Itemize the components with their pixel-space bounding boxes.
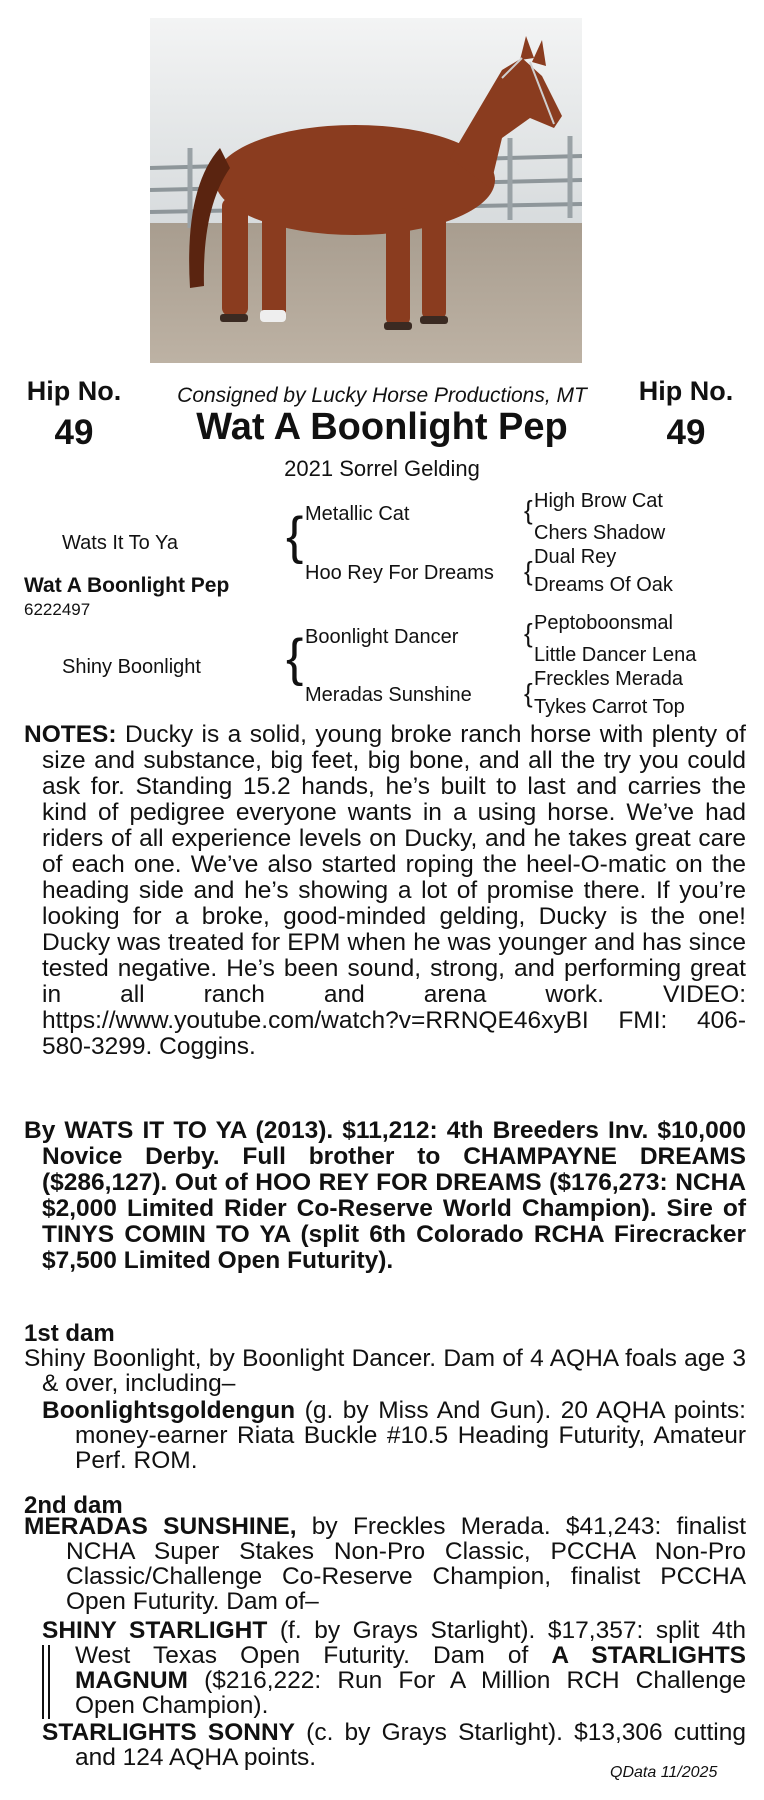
horse-photo	[150, 18, 582, 363]
hip-label-left: Hip No.	[26, 376, 122, 406]
hip-value-right: 49	[666, 413, 706, 452]
sire-info-section	[24, 1118, 746, 1274]
sire-info-paragraph: By WATS IT TO YA (2013). $11,212: 4th Breeders Inv. $10,000 Novice Derby. Full brother to CHAMPAYNE DREAMS ($286,127). Out of HOO REY FOR DREAMS ($176,273: NCHA $2,000 Limited Rider Co-Reserve World Champion). Sire of TINYS COMIN TO YA (split 6th Colorado RCHA Firecracker $7,500 Limited Open Futurity).	[24, 1117, 746, 1274]
first-dam-heading: 1st dam	[24, 1320, 115, 1347]
notes-text: Ducky is a solid, young broke ranch horse with plenty of size and substance, big feet, big bone, and all the try you could ask for. Standing 15.2 hands, he’s built to last and carries the kind of pedigree everyone wants in a using horse. We’ve had riders of all experience levels on Ducky, and he takes great care of each one. We’ve also started roping the heel-O-matic on the heading side and he’s showing a lot of promise there. If you’re looking for a broke, good-minded gelding, Ducky is the one! Ducky was treated for EPM when he was younger and has since tested negative. He’s been sound, strong, and performing great in all ranch and arena work. VIDEO: https://www.youtube.com/watch?v=RRNQE46xyBI FMI: 406-580-3299. Coggins.	[42, 721, 746, 1060]
notes-paragraph	[24, 722, 746, 1060]
pedigree-sire-dam: Hoo Rey For Dreams	[305, 562, 494, 584]
horse-description: 2021 Sorrel Gelding	[284, 456, 480, 481]
pedigree-dsd: Little Dancer Lena	[534, 644, 697, 666]
brace-sire-dam: {	[524, 556, 533, 586]
offspring-name: STARLIGHTS SONNY	[42, 1719, 295, 1746]
pedigree-sdd: Dreams Of Oak	[534, 574, 673, 596]
brace-dam-dam: {	[524, 678, 533, 708]
pedigree-sds: Dual Rey	[534, 546, 617, 568]
second-dam-description: by Freckles Merada. $41,243: finalist NCHA Super Stakes Non-Pro Classic, PCCHA Non-Pro Classic/Challenge Co-Reserve Champion, finalist PCCHA Open Futurity. Dam of–	[66, 1513, 746, 1615]
pedigree-horse-name: Wat A Boonlight Pep	[24, 574, 230, 597]
pedigree-dam-sire: Boonlight Dancer	[305, 626, 459, 648]
offspring-name: SHINY STARLIGHT	[42, 1617, 268, 1644]
pedigree-ssd: Chers Shadow	[534, 522, 666, 544]
notes-label: NOTES:	[24, 721, 117, 748]
notes-section	[24, 722, 746, 1060]
first-dam-offspring-1	[42, 1398, 746, 1473]
pedigree-ddd: Tykes Carrot Top	[534, 696, 685, 718]
second-dam-offspring-2	[42, 1720, 746, 1770]
brace-sire: {	[286, 507, 304, 565]
pedigree-sss: High Brow Cat	[534, 490, 663, 512]
second-dam-offspring-1	[42, 1618, 746, 1718]
horse-photo-illustration	[150, 18, 582, 363]
second-dam-text	[24, 1514, 746, 1614]
brace-dam-sire: {	[524, 618, 533, 648]
offspring-name: Boonlightsgoldengun	[42, 1397, 296, 1424]
brace-sire-sire: {	[524, 495, 533, 525]
second-dam-heading: 2nd dam	[24, 1492, 123, 1519]
pedigree-dds: Freckles Merada	[534, 668, 683, 690]
offspring-text: (g. by Miss And Gun). 20 AQHA points: money-earner Riata Buckle #10.5 Heading Futurity, Amateur Perf. ROM.	[75, 1397, 746, 1474]
hip-value-left: 49	[54, 413, 94, 452]
data-source-footer: QData 11/2025	[610, 1764, 718, 1781]
pedigree-sire: Wats It To Ya	[62, 532, 178, 554]
horse-name: Wat A Boonlight Pep	[196, 406, 568, 448]
offspring-text: (f. by Grays Starlight). $17,357: split 4th West Texas Open Futurity. Dam of	[75, 1617, 746, 1669]
registration-number: 6222497	[24, 600, 91, 619]
offspring-producer-text: ($216,222: Run For A Million RCH Challenge Open Champion).	[75, 1667, 746, 1719]
pedigree-dam-dam: Meradas Sunshine	[305, 684, 472, 706]
second-dam-name: MERADAS SUNSHINE,	[24, 1513, 297, 1540]
pedigree-sire-sire: Metallic Cat	[305, 503, 410, 525]
brace-dam: {	[286, 629, 304, 687]
first-dam-text: Shiny Boonlight, by Boonlight Dancer. Dam of 4 AQHA foals age 3 & over, including–	[24, 1345, 746, 1397]
offspring-text: (c. by Grays Starlight). $13,306 cutting and 124 AQHA points.	[75, 1719, 746, 1771]
consignor-line: Consigned by Lucky Horse Productions, MT	[177, 384, 587, 407]
pedigree-dss: Peptoboonsmal	[534, 612, 673, 634]
hip-label-right: Hip No.	[638, 376, 734, 406]
offspring-producer-name: A STARLIGHTS MAGNUM	[75, 1642, 747, 1694]
pedigree-dam: Shiny Boonlight	[62, 656, 201, 678]
